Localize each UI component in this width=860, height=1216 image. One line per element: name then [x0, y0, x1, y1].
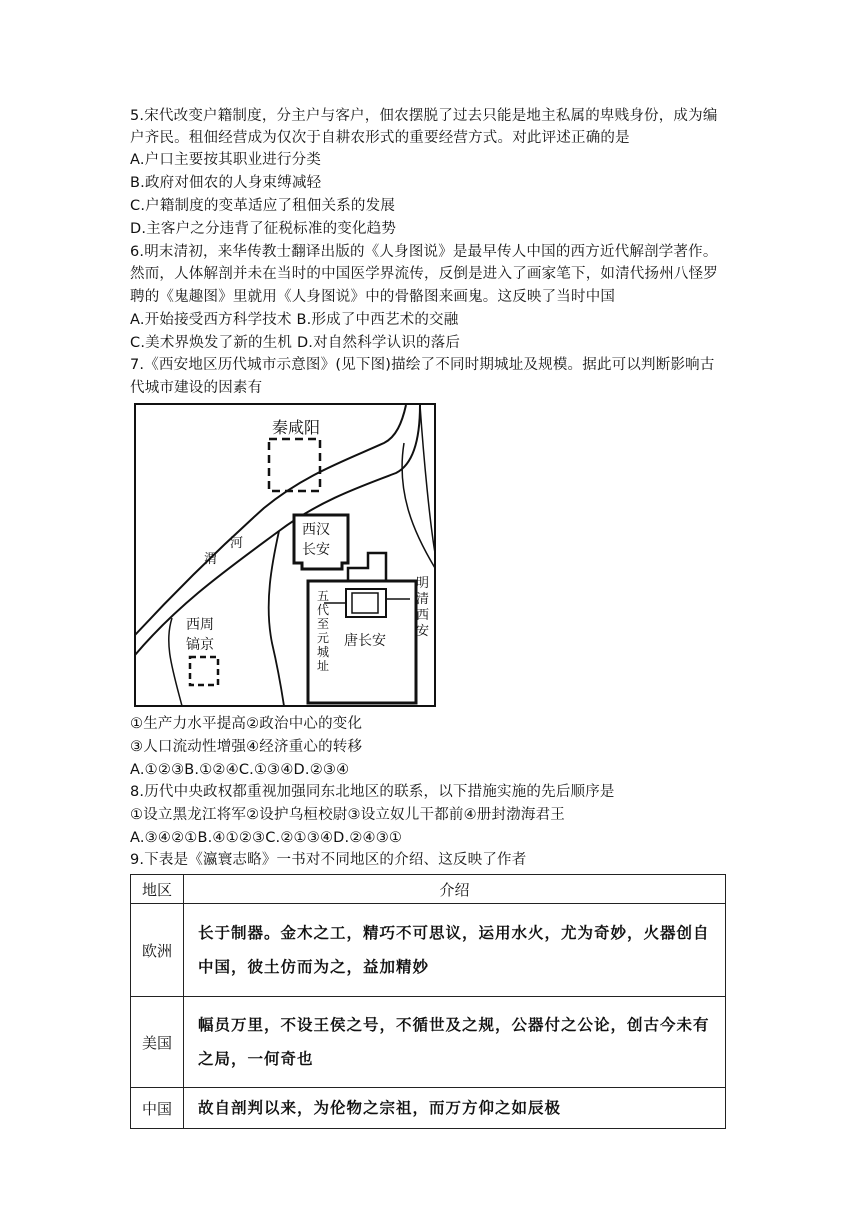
q6-options-ab: A.开始接受西方科学技术 B.形成了中西艺术的交融: [130, 312, 459, 328]
label-wudai-6: 址: [317, 659, 330, 673]
tributary-left: [269, 531, 284, 706]
header-intro: 介绍: [184, 875, 726, 904]
header-region: 地区: [131, 875, 184, 904]
label-mingqing-3: 西: [416, 608, 430, 623]
river-east-2: [402, 443, 435, 568]
river-east: [420, 405, 435, 553]
label-tang-changan: 唐长安: [344, 633, 386, 649]
label-mingqing-2: 清: [416, 592, 430, 607]
region-cell: 欧洲: [131, 904, 184, 997]
ming-qing-inner: [352, 593, 378, 613]
q5-option-d: D.主客户之分违背了征税标准的变化趋势: [130, 221, 397, 237]
q9-stem: 9.下表是《瀛寰志略》一书对不同地区的介绍、这反映了作者: [130, 852, 527, 868]
label-wudai-1: 五: [317, 589, 330, 603]
q7-items-1: ①生产力水平提高②政治中心的变化: [130, 716, 363, 732]
q7-stem-line-1: 7.《西安地区历代城市示意图》(见下图)描绘了不同时期城址及规模。据此可以判断影响古: [130, 357, 715, 373]
table-header-row: [131, 875, 726, 904]
label-xihan-2: 长安: [302, 542, 330, 558]
q5-stem-line-2: 户齐民。租佃经营成为仅次于自耕农形式的重要经营方式。对此评述正确的是: [130, 130, 630, 146]
label-he: 河: [230, 536, 244, 551]
region-cell: 中国: [131, 1088, 184, 1129]
q5-option-c: C.户籍制度的变革适应了租佃关系的发展: [130, 198, 396, 214]
q6-stem-line-3: 聘的《鬼趣图》里就用《人身图说》中的骨骼图来画鬼。这反映了当时中国: [130, 289, 616, 305]
q6-stem-line-2: 然而，人体解剖并未在当时的中国医学界流传，反倒是进入了画家笔下，如清代扬州八怪罗: [130, 266, 718, 282]
region-cell: 美国: [131, 997, 184, 1088]
label-wudai-3: 至: [317, 617, 330, 631]
table-row: [131, 997, 726, 1088]
table-row: [131, 1088, 726, 1129]
label-xizhou-1: 西周: [186, 617, 214, 633]
label-wudai-5: 城: [317, 645, 330, 659]
q9-table: [130, 874, 726, 1129]
q5-stem-line-1: 5.宋代改变户籍制度，分主户与客户，佃农摆脱了过去只能是地主私属的卑贱身份，成为编: [130, 108, 718, 124]
q5-option-b: B.政府对佃农的人身束缚减轻: [130, 175, 322, 191]
label-wudai-4: 元: [317, 631, 330, 645]
ming-qing-outline: [348, 553, 386, 581]
intro-cell: 长于制器。金木之工，精巧不可思议，运用水火，尤为奇妙，火器创自中国，彼土仿而为之，益加精妙: [184, 904, 726, 997]
table-row: [131, 904, 726, 997]
q8-items: ①设立黑龙江将军②设护乌桓校尉③设立奴儿干都前④册封渤海君王: [130, 807, 565, 823]
label-xizhou-2: 镐京: [186, 637, 214, 653]
xizhou-haojing-outline: [190, 657, 218, 685]
q7-stem-line-2: 代城市建设的因素有: [130, 380, 263, 396]
q6-stem-line-1: 6.明末清初，来华传教士翻译出版的《人身图说》是最早传人中国的西方近代解剖学著作。: [130, 244, 718, 260]
label-mingqing-4: 安: [416, 624, 430, 639]
label-xihan-1: 西汉: [302, 522, 330, 538]
q8-answers: A.③④②①B.④①②③C.②①③④D.②④③①: [130, 830, 403, 846]
xian-city-map: [134, 403, 436, 707]
q6-options-cd: C.美术界焕发了新的生机 D.对自然科学认识的落后: [130, 335, 461, 351]
q8-stem: 8.历代中央政权都重视加强同东北地区的联系，以下措施实施的先后顺序是: [130, 784, 615, 800]
label-wudai-2: 代: [317, 603, 330, 617]
qin-xianyang-outline: [269, 439, 320, 491]
label-mingqing-1: 明: [416, 576, 430, 591]
intro-cell: 故自剖判以来，为伦物之宗祖，而万方仰之如辰极: [184, 1088, 726, 1129]
q7-items-2: ③人口流动性增强④经济重心的转移: [130, 739, 363, 755]
intro-cell: 幅员万里，不设王侯之号，不循世及之规，公器付之公论，创古今未有之局，一何奇也: [184, 997, 726, 1088]
label-wei: 渭: [204, 552, 218, 567]
q7-answers: A.①②③B.①②④C.①③④D.②③④: [130, 762, 350, 778]
q5-option-a: A.户口主要按其职业进行分类: [130, 152, 322, 168]
label-qin-xianyang: 秦咸阳: [272, 418, 321, 437]
tributary-west: [169, 618, 182, 706]
